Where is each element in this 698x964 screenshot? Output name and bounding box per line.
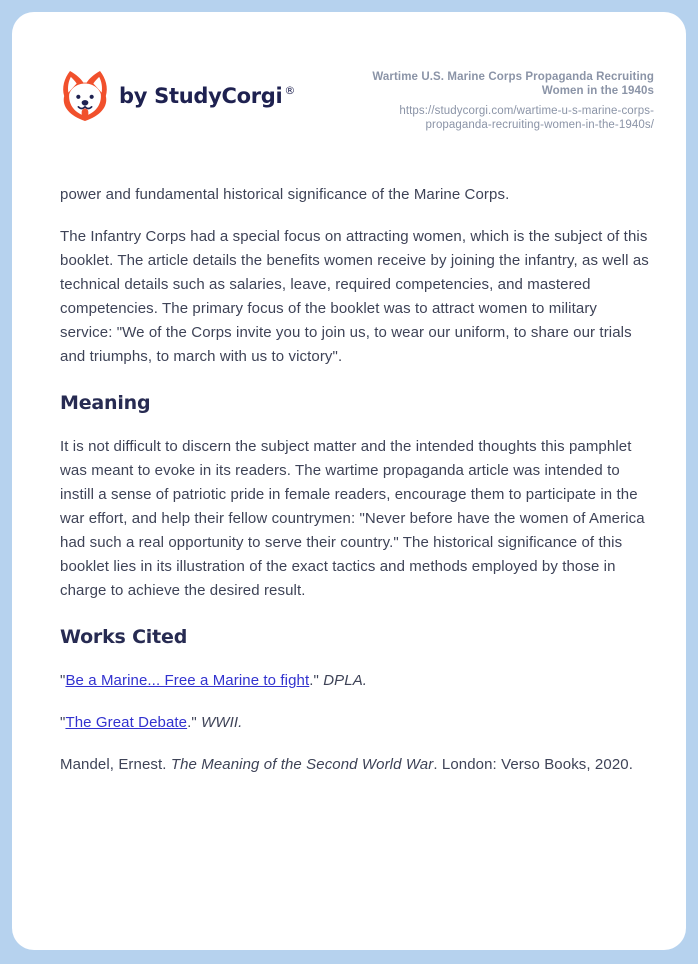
citation-open-quote: " [60,672,66,689]
citation-after-link: ." [309,672,324,689]
article-paragraph: power and fundamental historical significance of the Marine Corps. [60,186,510,203]
article-paragraph: The Infantry Corps had a special focus on attracting women, which is the subject of this booklet. The article details the benefits women receive by joining the infantry, as well as technical details such as salaries, leave, required competencies, and mastered competencies. The primary focus of the booklet was to attract women to military service: "We of the Corps invite you to join us, to wear our uniform, to share our trials and triumphs, to march with us to victory". [60,228,649,365]
citation-after-link: ." [187,714,202,731]
corgi-logo-icon [60,70,110,122]
citation-book-title: The Meaning of the Second World War [170,756,434,773]
citation-entry [60,711,653,735]
studycorgi-brand [60,70,295,122]
brand-name: by StudyCorgi ® [119,84,296,108]
document-card [12,12,686,950]
citation-open-quote: " [60,714,66,731]
registered-trademark-mark: ® [284,84,296,97]
citation-link[interactable]: The Great Debate [65,714,188,731]
citation-source: DPLA. [323,672,368,689]
document-source-url: https://studycorgi.com/wartime-u-s-marine-corps-propaganda-recruiting-women-in-the-1940s/ [399,105,654,131]
citation-source: WWII. [201,714,243,731]
works-cited-heading: Works Cited [60,626,188,648]
article-paragraph: It is not difficult to discern the subject matter and the intended thoughts this pamphlet was meant to evoke in its readers. The wartime propaganda article was intended to instill a sense of patriotic pride in female readers, encourage them to participate in the war effort, and help their fellow countrymen: "Never before have the women of America had such a real opportunity to serve their country." The historical significance of this booklet lies in its illustration of the exact tactics and methods employed by those in charge to achieve the desired result. [60,438,645,599]
article-content [12,183,686,777]
citation-author: Mandel, Ernest. [60,756,171,773]
document-title-block [348,70,654,132]
citation-entry [60,669,653,693]
citation-entry [60,753,653,777]
citation-link[interactable]: Be a Marine... Free a Marine to fight [65,672,310,689]
document-header [12,12,686,132]
citation-publisher: . London: Verso Books, 2020. [433,756,633,773]
document-title: Wartime U.S. Marine Corps Propaganda Recruiting Women in the 1940s [372,71,654,97]
meaning-heading: Meaning [60,392,151,414]
